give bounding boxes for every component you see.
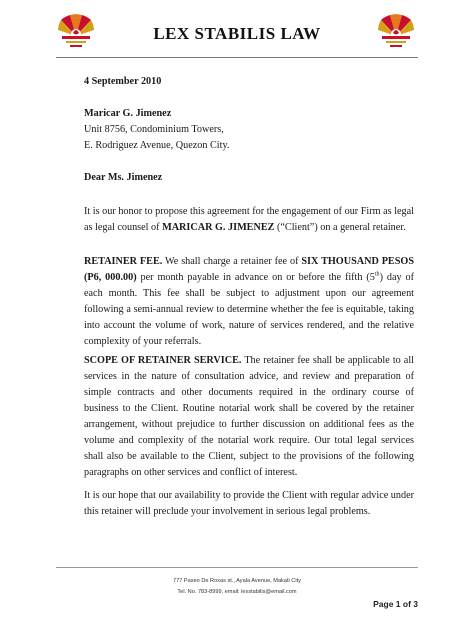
address-line: Unit 8756, Condominium Towers, xyxy=(84,124,224,135)
recipient-address xyxy=(84,106,414,154)
firm-name: LEX STABILIS LAW xyxy=(153,24,321,43)
client-name: MARICAR G. JIMENEZ xyxy=(162,222,275,233)
footer-divider xyxy=(56,567,418,568)
address-line: E. Rodriguez Avenue, Quezon City. xyxy=(84,140,230,151)
header-divider xyxy=(56,57,418,58)
intro-text-end: (“Client”) on a general retainer. xyxy=(274,222,406,233)
paragraph-closing: It is our hope that our availability to provide the Client with regular advice under this retainer will preclude your involvement in serious legal problems. xyxy=(84,490,414,517)
recipient-name: Maricar G. Jimenez xyxy=(84,108,172,119)
paragraph-text: We shall charge a retainer fee of xyxy=(162,256,302,267)
firm-logo-icon xyxy=(378,14,414,50)
letter-date: 4 September 2010 xyxy=(84,76,162,87)
salutation: Dear Ms. Jimenez xyxy=(84,172,163,183)
paragraph-intro xyxy=(84,204,414,236)
ordinal-suffix: th xyxy=(374,271,380,278)
footer-contact: Tel. No. 783-8999, email: lexstabilis@email.com xyxy=(177,589,297,595)
paragraph-text: ) day of each month. This fee shall be subject to adjustment upon our agreement following a semi-annual review to determine whether the fee is equitable, taking into account the volume of work, nature of services rendered, and the relative complexity of your referrals. xyxy=(84,272,414,347)
page-number: Page 1 of 3 xyxy=(373,599,418,609)
paragraph-text: per month payable in advance on or before the fifth (5 xyxy=(136,272,375,283)
paragraph-retainer-fee xyxy=(84,254,414,350)
footer-address: 777 Paseo De Roxas st., Ayala Avenue, Makati City xyxy=(173,578,301,584)
section-heading: SCOPE OF RETAINER SERVICE. xyxy=(84,355,242,366)
fee-amount: SIX THOUSAND PESOS (P6, 000.00) xyxy=(84,256,414,283)
paragraph-text: The retainer fee shall be applicable to all services in the nature of consultation advice, and review and preparation of simple contracts and other documents required in the ordinary course of business to the Client. Routine notarial work shall be covered by the retainer arrangement, without prejudice to further discussion on additional fees as the volume and complexity of the notarial work require. Our total legal services shall also be available to the Client, subject to the provisions of the following paragraphs on other services and conflict of interest. xyxy=(84,355,414,478)
intro-text: It is our honor to propose this agreement for the engagement of our Firm as legal as legal counsel of xyxy=(84,206,414,233)
paragraph-scope xyxy=(84,353,414,481)
section-heading: RETAINER FEE. xyxy=(84,256,163,267)
